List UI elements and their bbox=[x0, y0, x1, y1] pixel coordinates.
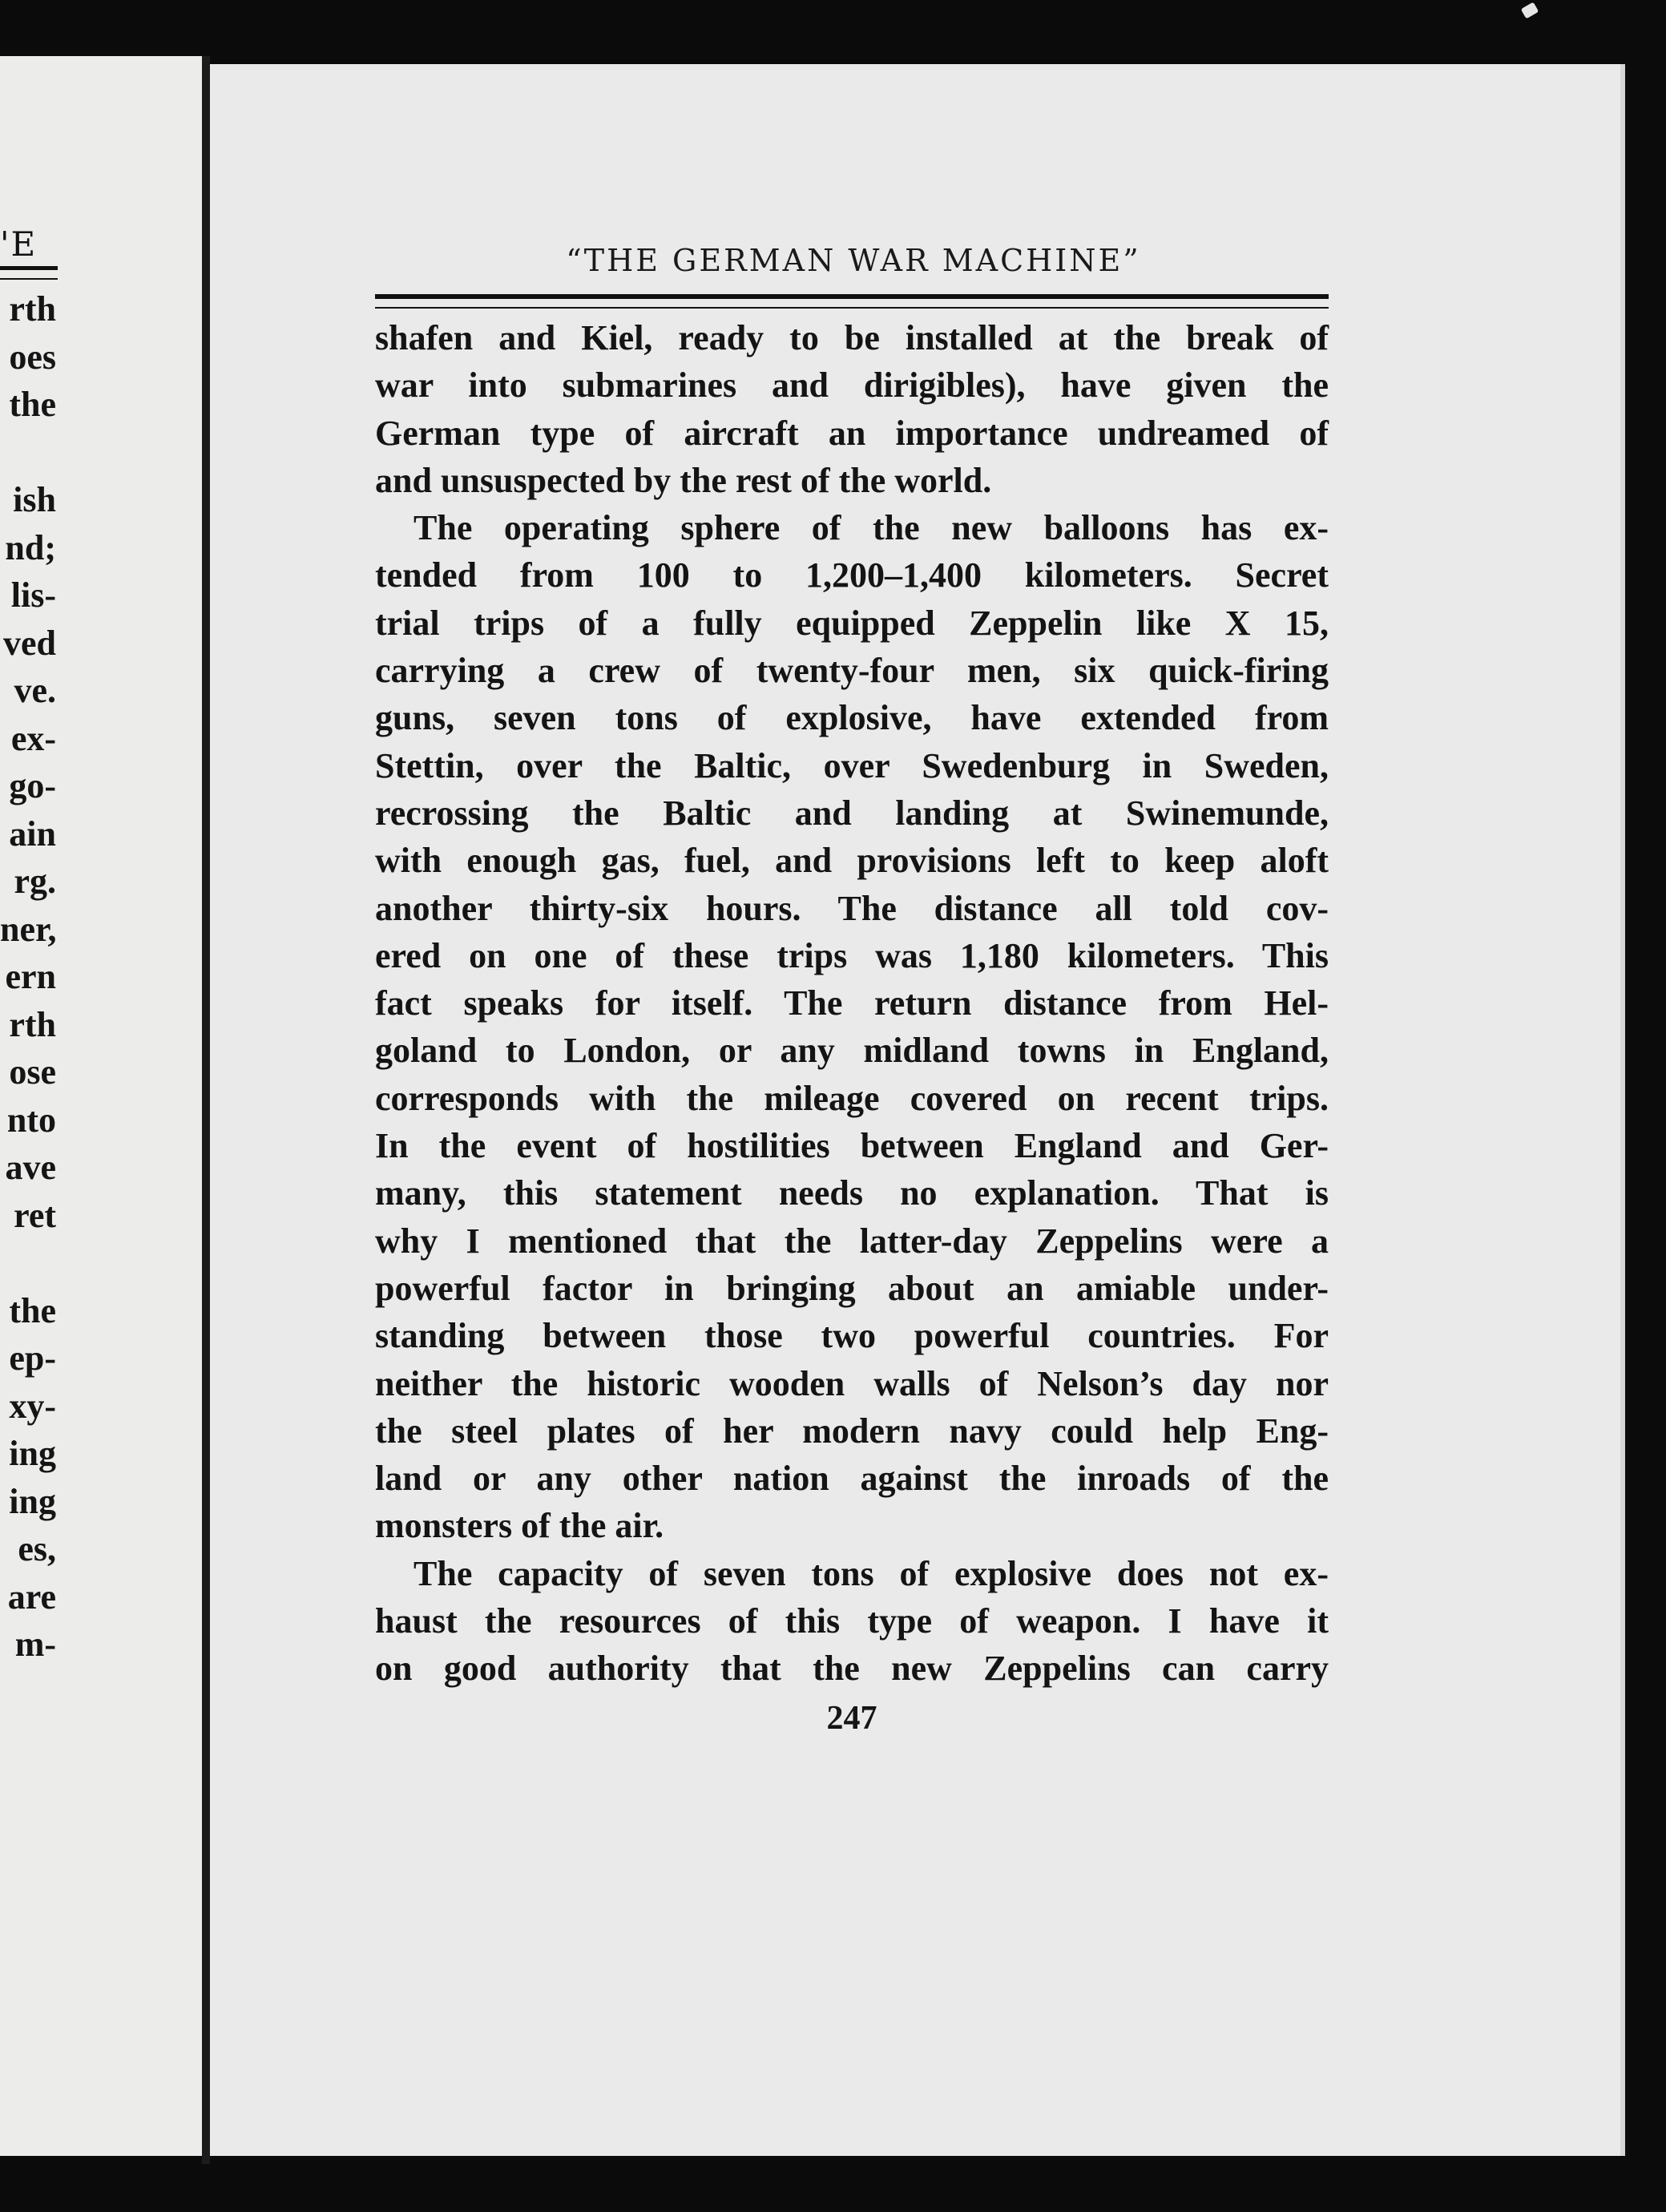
left-line-fragment: ern bbox=[5, 957, 56, 996]
text-line: The capacity of seven tons of explosive does not ex- bbox=[413, 1553, 1329, 1593]
text-line: powerful factor in bringing about an amiable under- bbox=[375, 1268, 1329, 1308]
book-gutter bbox=[202, 56, 210, 2164]
left-line-fragment bbox=[0, 1239, 56, 1287]
text-line: monsters of the air. bbox=[375, 1506, 664, 1546]
left-line-fragment: ing bbox=[9, 1434, 56, 1473]
text-line: fact speaks for itself. The return distance from Hel- bbox=[375, 983, 1329, 1023]
left-line-fragment: nd; bbox=[5, 527, 56, 567]
left-running-head-fragment: 'E bbox=[0, 224, 38, 264]
right-page bbox=[210, 64, 1625, 2156]
text-line: German type of aircraft an importance undreamed of bbox=[375, 413, 1329, 453]
text-line: neither the historic wooden walls of Nelson’s day nor bbox=[375, 1363, 1329, 1403]
text-line: war into submarines and dirigibles), have given the bbox=[375, 365, 1329, 406]
running-head: “THE GERMAN WAR MACHINE” bbox=[566, 243, 1141, 278]
text-line: carrying a crew of twenty-four men, six quick-firing bbox=[375, 651, 1329, 691]
left-line-fragment: rg. bbox=[14, 862, 56, 901]
text-line: In the event of hostilities between England and Ger- bbox=[375, 1126, 1329, 1166]
scan-speck bbox=[1521, 2, 1539, 18]
text-line: corresponds with the mileage covered on recent trips. bbox=[375, 1078, 1329, 1118]
text-line: Stettin, over the Baltic, over Swedenburg in Sweden, bbox=[375, 745, 1329, 785]
left-line-fragment: lis- bbox=[10, 575, 56, 615]
text-line: on good authority that the new Zeppelins can carry bbox=[375, 1649, 1329, 1689]
left-text-fragments bbox=[0, 285, 56, 1669]
text-line: shafen and Kiel, ready to be installed at the break of bbox=[375, 318, 1329, 357]
text-line: trial trips of a fully equipped Zeppelin like X 15, bbox=[375, 603, 1329, 643]
left-line-fragment: m- bbox=[14, 1625, 56, 1664]
text-line: guns, seven tons of explosive, have extended from bbox=[375, 698, 1329, 738]
left-line-fragment: ner, bbox=[0, 909, 57, 949]
left-line-fragment bbox=[0, 429, 56, 477]
text-line: The operating sphere of the new balloons has ex- bbox=[413, 508, 1329, 548]
left-line-fragment: ain bbox=[9, 813, 56, 854]
text-line: recrossing the Baltic and landing at Swinemunde, bbox=[375, 793, 1329, 833]
left-page-edge bbox=[0, 56, 208, 2156]
left-line-fragment: go- bbox=[9, 766, 56, 805]
text-line: with enough gas, fuel, and provisions left to keep aloft bbox=[375, 841, 1329, 881]
left-line-fragment: ex- bbox=[10, 718, 56, 758]
left-line-fragment: the bbox=[9, 385, 56, 424]
left-line-fragment: the bbox=[9, 1290, 56, 1330]
left-line-fragment: xy- bbox=[9, 1386, 56, 1426]
left-head-rule bbox=[0, 266, 58, 280]
head-rule bbox=[375, 294, 1329, 309]
left-line-fragment: ose bbox=[9, 1052, 56, 1092]
text-line: goland to London, or any midland towns in England, bbox=[375, 1031, 1329, 1071]
body-text bbox=[375, 314, 1329, 1693]
left-line-fragment: ing bbox=[9, 1481, 56, 1521]
left-line-fragment: ved bbox=[3, 623, 56, 663]
text-line: tended from 100 to 1,200–1,400 kilometers. Secret bbox=[375, 555, 1329, 595]
left-line-fragment: ep- bbox=[9, 1338, 56, 1378]
page-number: 247 bbox=[826, 1700, 877, 1737]
text-line: many, this statement needs no explanation. That is bbox=[375, 1173, 1329, 1213]
text-line: ered on one of these trips was 1,180 kilometers. This bbox=[375, 935, 1329, 975]
left-line-fragment: are bbox=[7, 1576, 56, 1617]
text-line: another thirty-six hours. The distance all told cov- bbox=[375, 888, 1329, 928]
left-line-fragment: oes bbox=[9, 337, 56, 377]
left-line-fragment: ave bbox=[5, 1148, 56, 1187]
text-line: and unsuspected by the rest of the world. bbox=[375, 460, 992, 500]
left-line-fragment: ret bbox=[14, 1195, 56, 1235]
left-line-fragment: nto bbox=[6, 1100, 56, 1140]
left-line-fragment: es, bbox=[18, 1529, 56, 1568]
text-line: standing between those two powerful countries. For bbox=[375, 1316, 1329, 1356]
left-line-fragment: rth bbox=[9, 289, 56, 329]
text-line: why I mentioned that the latter-day Zeppelins were a bbox=[375, 1221, 1329, 1261]
left-line-fragment: ve. bbox=[14, 671, 56, 710]
text-line: the steel plates of her modern navy could help Eng- bbox=[375, 1411, 1329, 1451]
left-line-fragment: ish bbox=[13, 480, 56, 519]
text-line: haust the resources of this type of weapon. I have it bbox=[375, 1601, 1329, 1641]
left-line-fragment: rth bbox=[9, 1004, 56, 1044]
text-line: land or any other nation against the inroads of the bbox=[375, 1459, 1329, 1499]
